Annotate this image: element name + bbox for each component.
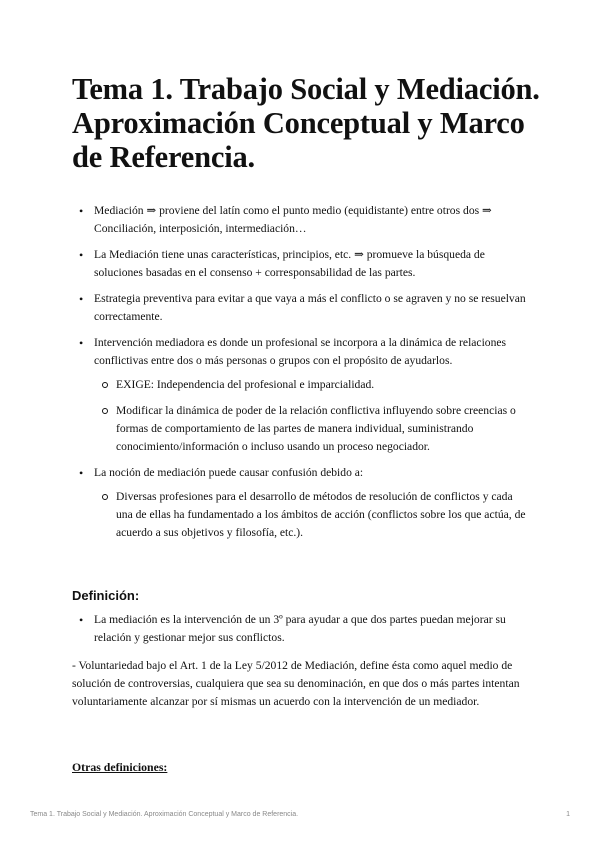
sub-list xyxy=(94,488,532,542)
list-item xyxy=(72,334,532,456)
footer-title: Tema 1. Trabajo Social y Mediación. Aproximación Conceptual y Marco de Referencia. xyxy=(30,811,299,818)
page-number: 1 xyxy=(566,811,570,818)
main-bullet-list-container xyxy=(72,202,532,550)
sub-list xyxy=(94,376,532,456)
main-bullet-list xyxy=(72,202,532,542)
page-title: Tema 1. Trabajo Social y Mediación. Aproximación Conceptual y Marco de Referencia. xyxy=(72,72,540,174)
sub-list-item: Diversas profesiones para el desarrollo de métodos de resolución de conflictos y cada una de ellas ha fundamentado a los ámbitos de acción (conflictos sobre los que actúa, de acuerdo a sus objetivos y filosofía, etc.). xyxy=(94,488,532,542)
other-definitions-heading: Otras definiciones: xyxy=(72,760,168,774)
list-item xyxy=(72,464,532,542)
list-item: • Mediación ⇒ proviene del latín como el punto medio (equidistante) entre otros dos ⇒ Conciliación, interposición, intermediación… xyxy=(72,202,532,238)
definition-list-container xyxy=(72,611,532,655)
list-item: • La Mediación tiene unas características, principios, etc. ⇒ promueve la búsqueda de soluciones basadas en el consenso + corresponsabilidad de las partes. xyxy=(72,246,532,282)
list-item: • La mediación es la intervención de un 3º para ayudar a que dos partes puedan mejorar su relación y gestionar mejor sus conflictos. xyxy=(72,611,532,647)
definition-list xyxy=(72,611,532,647)
list-item-text: La noción de mediación puede causar confusión debido a: xyxy=(94,466,364,479)
sub-list-item: Modificar la dinámica de poder de la relación conflictiva influyendo sobre creencias o formas de comportamiento de las partes de manera individual, suministrando conocimiento/información o incluso usando un proceso negociador. xyxy=(94,402,532,456)
sub-list-item: EXIGE: Independencia del profesional e imparcialidad. xyxy=(94,376,532,394)
list-item-text: Intervención mediadora es donde un profesional se incorpora a la dinámica de relaciones conflictivas entre dos o más personas o grupos con el propósito de ayudarlos. xyxy=(94,336,507,367)
list-item: • Estrategia preventiva para evitar a que vaya a más el conflicto o se agraven y no se resuelvan correctamente. xyxy=(72,290,532,326)
definition-paragraph: - Voluntariedad bajo el Art. 1 de la Ley 5/2012 de Mediación, define ésta como aquel medio de solución de controversias, cualquiera que sea su denominación, en que dos o más partes intentan voluntariamente alcanzar por sí mismas un acuerdo con la intervención de un mediador. xyxy=(72,659,520,708)
definition-heading: Definición: xyxy=(72,588,140,603)
